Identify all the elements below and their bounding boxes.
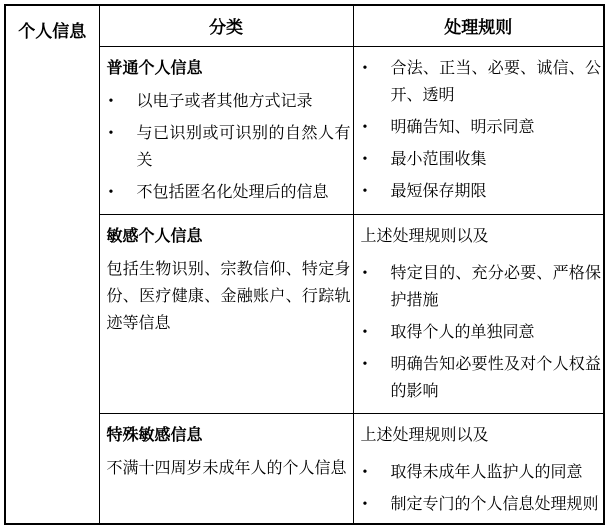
bullet-icon: •	[362, 151, 368, 167]
bullet-text: 明确告知必要性及对个人权益的影响	[390, 355, 601, 400]
category-cell-special	[99, 413, 353, 524]
bullet-list	[107, 88, 351, 206]
bullet-item	[107, 179, 351, 206]
corner-header-label: 个人信息	[18, 22, 87, 41]
category-column-header: 分类	[99, 5, 353, 46]
category-cell-sensitive	[99, 214, 353, 413]
rules-intro: 上述处理规则以及	[360, 426, 489, 444]
bullet-item	[107, 88, 351, 115]
bullet-icon: •	[362, 496, 368, 512]
rules-cell-ordinary	[353, 46, 604, 214]
bullet-text: 取得未成年人监护人的同意	[390, 463, 583, 481]
rules-cell-special	[353, 413, 604, 524]
bullet-item	[361, 491, 602, 518]
cell-title: 普通个人信息	[106, 59, 203, 77]
bullet-item	[107, 120, 351, 174]
bullet-text: 以电子或者其他方式记录	[136, 92, 313, 110]
category-cell-ordinary	[99, 46, 353, 214]
bullet-item	[361, 459, 602, 486]
bullet-item	[361, 146, 602, 173]
bullet-icon: •	[362, 60, 368, 76]
bullet-text: 不包括匿名化处理后的信息	[136, 183, 329, 201]
personal-info-table	[4, 4, 605, 525]
bullet-icon: •	[362, 356, 368, 372]
bullet-item	[361, 260, 602, 314]
bullet-icon: •	[362, 464, 368, 480]
rules-intro: 上述处理规则以及	[360, 227, 489, 245]
corner-header-cell	[5, 5, 99, 524]
bullet-item	[361, 351, 602, 405]
bullet-list	[361, 55, 602, 205]
bullet-item	[361, 114, 602, 141]
bullet-text: 合法、正当、必要、诚信、公开、透明	[390, 59, 601, 104]
bullet-list	[361, 260, 602, 405]
rules-cell-sensitive	[353, 214, 604, 413]
bullet-text: 特定目的、充分必要、严格保护措施	[390, 264, 601, 309]
bullet-item	[361, 319, 602, 346]
cell-title: 敏感个人信息	[106, 227, 203, 245]
bullet-list	[361, 459, 602, 518]
cell-title: 特殊敏感信息	[106, 426, 203, 444]
rules-column-header: 处理规则	[353, 5, 604, 46]
bullet-icon: •	[362, 119, 368, 135]
bullet-icon: •	[362, 183, 368, 199]
bullet-text: 最小范围收集	[390, 150, 487, 168]
bullet-text: 与已识别或可识别的自然人有关	[136, 124, 351, 169]
bullet-icon: •	[362, 324, 368, 340]
category-paragraph: 不满十四周岁未成年人的个人信息	[106, 459, 347, 477]
bullet-text: 最短保存期限	[390, 182, 487, 200]
bullet-icon: •	[108, 125, 114, 141]
document-page	[4, 4, 605, 525]
bullet-item	[361, 178, 602, 205]
bullet-text: 制定专门的个人信息处理规则	[390, 495, 599, 513]
bullet-icon: •	[108, 184, 114, 200]
bullet-icon: •	[108, 93, 114, 109]
category-paragraph: 包括生物识别、宗教信仰、特定身份、医疗健康、金融账户、行踪轨迹等信息	[106, 260, 351, 332]
bullet-item	[361, 55, 602, 109]
header-row	[5, 5, 604, 46]
bullet-text: 明确告知、明示同意	[390, 118, 535, 136]
bullet-text: 取得个人的单独同意	[390, 323, 535, 341]
bullet-icon: •	[362, 265, 368, 281]
